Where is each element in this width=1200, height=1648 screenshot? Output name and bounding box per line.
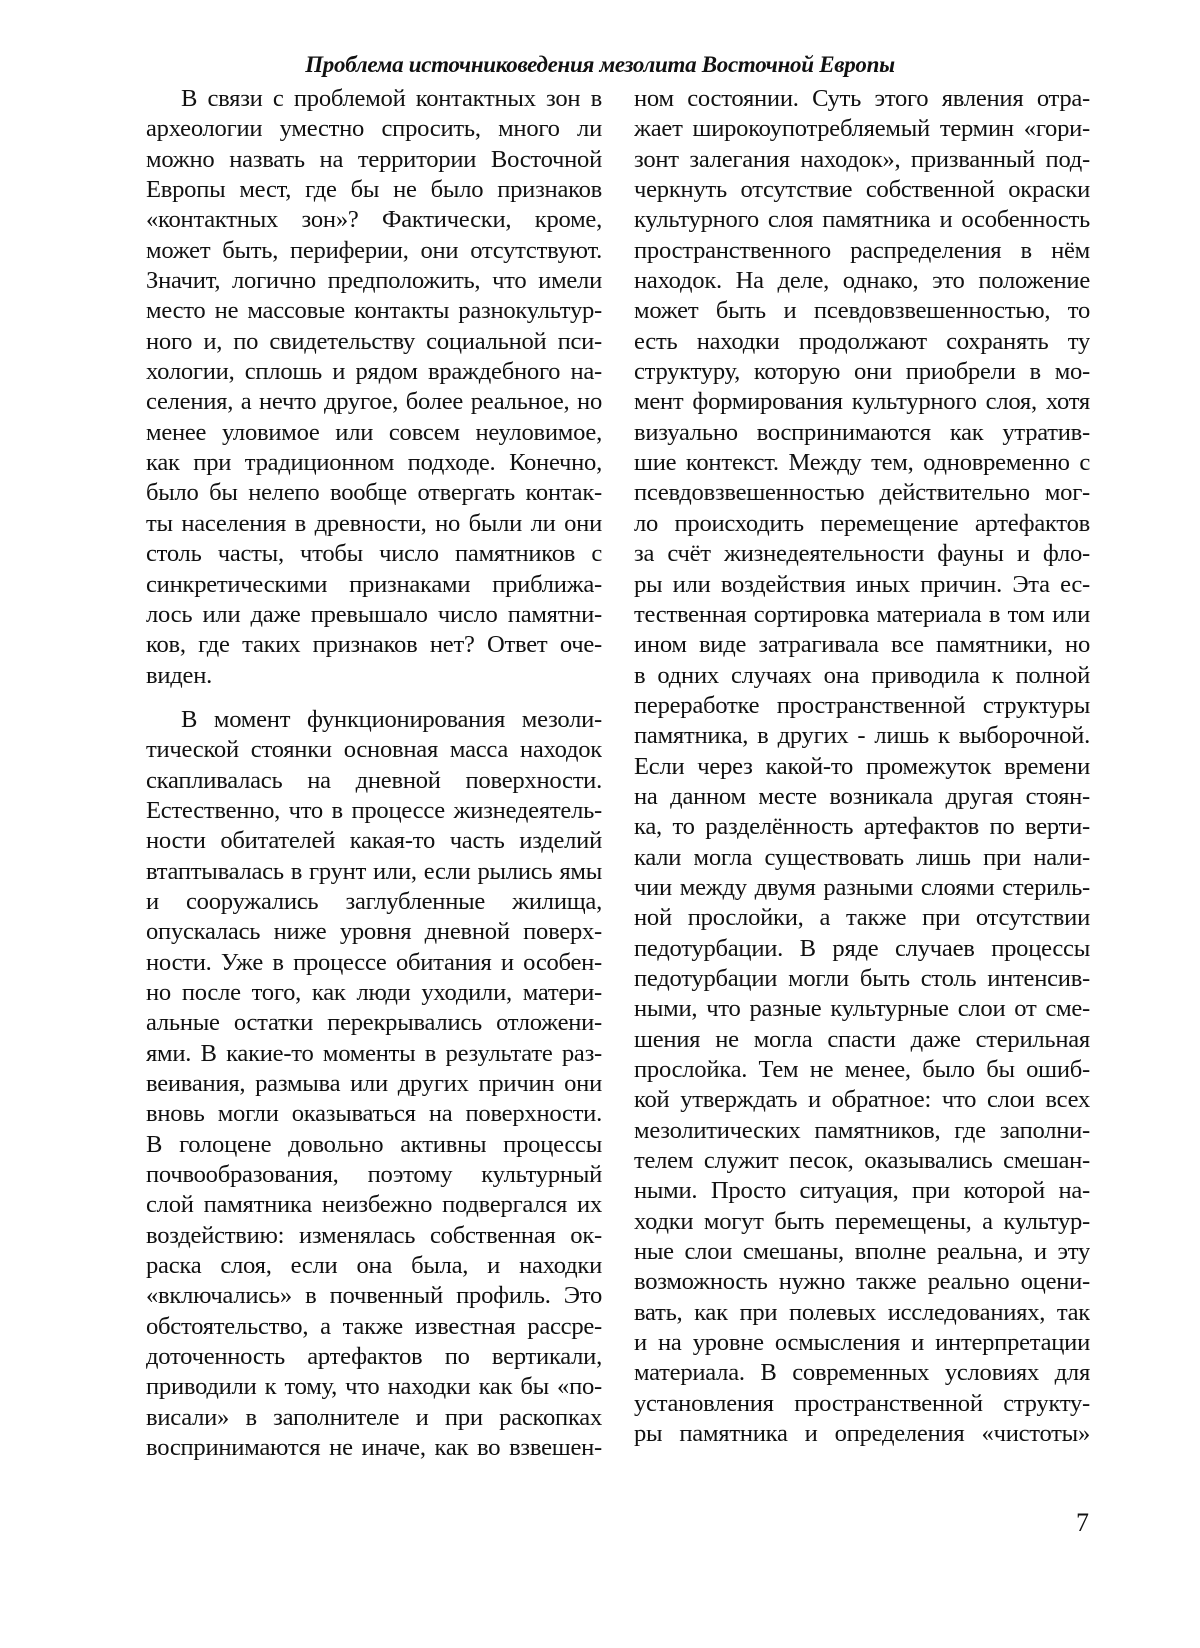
text-line: за счёт жизнедеятельности фауны и фло- (634, 540, 1090, 568)
left-column (146, 84, 602, 1463)
text-line: педотурбации. В ряде случаев процессы (634, 934, 1090, 962)
text-line: тественная сортировка материала в том или (634, 600, 1090, 628)
text-line: Значит, логично предположить, что имели (146, 267, 602, 295)
paragraph-2 (146, 705, 602, 1464)
text-line: археологии уместно спросить, много ли (146, 115, 602, 143)
text-line: на данном месте возникала другая стоян- (634, 782, 1090, 810)
text-line: материала. В современных условиях для (634, 1359, 1090, 1387)
text-line: приводили к тому, что находки как бы «по- (146, 1373, 602, 1401)
paragraph-gap (146, 691, 602, 705)
text-line: и сооружались заглубленные жилища, (146, 887, 602, 915)
text-line: место не массовые контакты разнокультур- (146, 297, 602, 325)
text-line: ными, что разные культурные слои от сме- (634, 995, 1090, 1023)
text-line: ного и, по свидетельству социальной пси- (146, 327, 602, 355)
text-line: Европы мест, где бы не было признаков (146, 176, 602, 204)
text-line: ные слои смешаны, вполне реальна, и эту (634, 1238, 1090, 1266)
text-line: ными. Просто ситуация, при которой на- (634, 1177, 1090, 1205)
text-line: скапливалась на дневной поверхности. (146, 766, 602, 794)
text-line: может быть и псевдовзвешенностью, то (634, 297, 1090, 325)
text-line: было бы нелепо вообще отвергать контак- (146, 479, 602, 507)
text-line: «контактных зон»? Фактически, кроме, (146, 206, 602, 234)
text-line: установления пространственной структу- (634, 1389, 1090, 1417)
text-line: ходки могут быть перемещены, а культур- (634, 1207, 1090, 1235)
text-line: виден. (146, 661, 213, 689)
text-line: ры памятника и определения «чистоты» (634, 1420, 1090, 1448)
text-line: синкретическими признаками приближа- (146, 570, 602, 598)
text-line: хологии, сплошь и рядом враждебного на- (146, 358, 602, 386)
text-line: вновь могли оказываться на поверхности. (146, 1100, 602, 1128)
text-line: зонт залегания находок», призванный под- (634, 145, 1090, 173)
text-line: раска слоя, если она была, и находки (146, 1252, 602, 1280)
page-number: 7 (1076, 1508, 1089, 1537)
text-line: В связи с проблемой контактных зон в (181, 85, 602, 112)
text-line: ков, где таких признаков нет? Ответ оче- (146, 631, 602, 659)
text-line: кой утверждать и обратное: что слои всех (634, 1086, 1090, 1114)
text-line: вать, как при полевых исследованиях, так (634, 1298, 1090, 1326)
text-line: жает широкоупотребляемый термин «гори- (634, 115, 1090, 143)
text-line: ином виде затрагивала все памятники, но (634, 631, 1090, 659)
text-line: ями. В какие-то моменты в результате раз- (146, 1039, 602, 1067)
text-line: структуру, которую они приобрели в мо- (634, 358, 1090, 386)
text-line: ло происходить перемещение артефактов (634, 509, 1090, 537)
text-line: почвообразования, поэтому культурный (146, 1161, 602, 1189)
text-line: в одних случаях она приводила к полной (634, 661, 1090, 689)
text-line: памятника, в других - лишь к выборочной. (634, 722, 1090, 750)
text-line: находок. На деле, однако, это положение (634, 267, 1090, 295)
text-line: шения не могла спасти даже стерильная (634, 1025, 1090, 1053)
text-line: шие контекст. Между тем, одновременно с (634, 449, 1090, 477)
text-line: педотурбации могли быть столь интенсив- (634, 964, 1090, 992)
text-line: прослойка. Тем не менее, было бы ошиб- (634, 1056, 1090, 1083)
text-line: обстоятельство, а также известная рассре- (146, 1312, 602, 1340)
text-line: В момент функционирования мезоли- (181, 705, 602, 733)
text-line: «включались» в почвенный профиль. Это (146, 1282, 602, 1310)
text-line: мезолитических памятников, где заполни- (634, 1116, 1090, 1144)
text-line: кали могла существовать лишь при нали- (634, 843, 1090, 871)
text-line: и на уровне осмысления и интерпретации (634, 1329, 1090, 1357)
text-line: телем служит песок, оказывались смешан- (634, 1147, 1090, 1175)
text-line: ности. Уже в процессе обитания и особен- (146, 948, 602, 976)
right-column (634, 84, 1090, 1449)
running-title: Проблема источниковедения мезолита Восточной Европы (305, 52, 895, 77)
text-line: может быть, периферии, они отсутствуют. (146, 236, 602, 264)
text-line: втаптывалась в грунт или, если рылись ямы (146, 857, 602, 885)
text-line: веивания, размыва или других причин они (146, 1070, 602, 1097)
text-line: можно назвать на территории Восточной (146, 145, 602, 173)
text-line: опускалась ниже уровня дневной поверх- (146, 918, 602, 946)
text-line: но после того, как люди уходили, матери- (146, 978, 602, 1006)
text-line: доточенность артефактов по вертикали, (146, 1343, 602, 1371)
text-line: тической стоянки основная масса находок (146, 736, 602, 764)
text-line: как при традиционном подходе. Конечно, (146, 449, 602, 477)
text-line: В голоцене довольно активны процессы (146, 1130, 602, 1158)
text-line: ры или воздействия иных причин. Эта ес- (634, 570, 1090, 598)
text-line: есть находки продолжают сохранять ту (634, 327, 1090, 355)
text-line: ной прослойки, а также при отсутствии (634, 904, 1090, 932)
text-line: ности обитателей какая-то часть изделий (146, 827, 602, 855)
text-line: визуально воспринимаются как утратив- (634, 418, 1090, 446)
text-line: ном состоянии. Суть этого явления отра- (634, 85, 1090, 112)
text-line: возможность нужно также реально оцени- (634, 1268, 1090, 1296)
text-line: ты населения в древности, но были ли они (146, 509, 602, 537)
text-line: Естественно, что в процессе жизнедеятель- (146, 796, 602, 824)
text-line: воспринимаются не иначе, как во взвешен- (146, 1434, 602, 1462)
text-line: Если через какой-то промежуток времени (634, 752, 1090, 780)
text-line: пространственного распределения в нём (634, 236, 1090, 264)
text-line: переработке пространственной структуры (634, 691, 1090, 719)
text-line: ка, то разделённость артефактов по верти- (634, 813, 1090, 841)
text-line: черкнуть отсутствие собственной окраски (634, 176, 1090, 204)
text-line: чии между двумя разными слоями стериль- (634, 873, 1090, 901)
text-line: лось или даже превышало число памятни- (146, 600, 602, 628)
text-line: альные остатки перекрывались отложени- (146, 1009, 602, 1037)
text-line: воздействию: изменялась собственная ок- (146, 1221, 602, 1249)
text-line: столь часты, чтобы число памятников с (146, 540, 602, 568)
text-line: селения, а нечто другое, более реальное, но (146, 388, 602, 416)
text-line: мент формирования культурного слоя, хотя (634, 388, 1090, 416)
text-line: менее уловимое или совсем неуловимое, (146, 418, 602, 446)
text-line: псевдовзвешенностью действительно мог- (634, 479, 1090, 507)
paragraph-1 (146, 84, 602, 691)
text-line: висали» в заполнителе и при раскопках (146, 1403, 602, 1431)
text-line: слой памятника неизбежно подвергался их (146, 1191, 602, 1219)
text-line: культурного слоя памятника и особенность (634, 206, 1090, 234)
